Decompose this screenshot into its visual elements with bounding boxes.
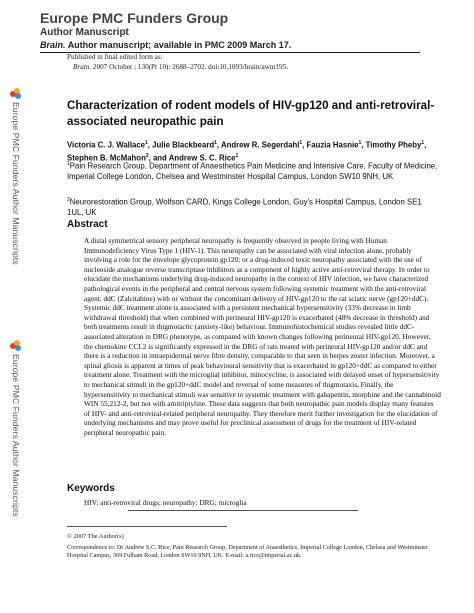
- affiliation-text: Neurorestoration Group, Wolfson CARD, Kings College London, Guy's Hospital Campus, London SE1 1UL, UK: [67, 197, 422, 218]
- affiliation-text: Pain Research Group, Department of Anaesthetics Pain Medicine and Intensive Care, Faculty of Medicine, Imperial College London, Chelsea and Westminster Hospital Campus, London SW10 9NH, UK: [67, 161, 438, 182]
- journal-name: Brain.: [40, 40, 66, 50]
- author-name: Andrew S. C. Rice: [168, 153, 236, 163]
- author-name: Julie Blackbeard: [152, 140, 215, 150]
- author-separator: ,: [424, 140, 427, 150]
- sidebar-block-bottom: [5, 340, 27, 517]
- sidebar-label-top: Europe PMC Funders Author Manuscripts: [11, 102, 21, 265]
- author-affiliation-marker: 1: [235, 152, 239, 159]
- citation-journal: Brain.: [73, 62, 92, 71]
- author-separator: ,: [216, 140, 221, 150]
- author-manuscript-label: Author Manuscript: [40, 27, 129, 38]
- citation-line: [67, 63, 447, 73]
- affiliation-marker: 1: [67, 161, 70, 167]
- sidebar-label-bottom: Europe PMC Funders Author Manuscripts: [11, 354, 21, 517]
- europe-pmc-logo-icon: [10, 88, 21, 99]
- affiliation-marker: 2: [67, 197, 70, 203]
- author-separator: , and: [148, 153, 169, 163]
- keywords-list: HIV; anti-retroviral drugs; neuropathy; DRG; microglia: [84, 498, 247, 507]
- copyright-notice: © 2007 The Author(s): [67, 533, 124, 540]
- author-name: Fauzia Hasnie: [306, 140, 359, 150]
- correspondence-note: Correspondence to: Dr Andrew S.C. Rice, Pain Research Group, Department of Anaesthetics, Imperial College London, Chelsea and Westminster Hospital Campus, 369 Fulham Road, London SW10 9NH, UK. E-mail: a.rice@imperial.ac.uk.: [67, 544, 429, 560]
- author-affiliation-marker: 1: [358, 140, 362, 146]
- affiliation-2: [67, 195, 439, 219]
- availability-line: [40, 39, 460, 51]
- europe-pmc-logo-icon: [10, 340, 21, 351]
- citation-text: 2007 October ; 130(Pt 10): 2688–2702. doi:10.1093/brain/awm195.: [92, 62, 289, 71]
- sidebar: [5, 88, 27, 568]
- sidebar-block-top: [5, 88, 27, 265]
- author-affiliation-marker: 1: [421, 140, 425, 146]
- abstract-heading: Abstract: [67, 219, 108, 230]
- publication-info: [67, 53, 447, 72]
- funders-group-title: Europe PMC Funders Group: [40, 10, 229, 26]
- author-affiliation-marker: 1: [145, 140, 148, 146]
- keywords-heading: Keywords: [67, 483, 115, 494]
- abstract-body: A distal symmetrical sensory peripheral neuropathy is frequently observed in people living with Human Immunodeficiency Virus Type 1 (HIV-1). This neuropathy can be associated with viral infection alone, probably involving a role for the envelope glycoprotein gp120; or a drug-induced toxic neuropathy associated with the use of nucleoside analogue reverse transcriptase inhibitors as a component of highly active anti-retroviral therapy. In order to elucidate the mechanisms underlying drug-induced neuropathy in the context of HIV infection, we have characterized pathological events in the peripheral and central nervous system following systemic treatment with the anti-retroviral agent, ddC (Zalcitabine) with or without the concomitant delivery of HIV-gp120 to the rat sciatic nerve (gp120+ddC). Systemic ddC treatment alone is associated with a persistent mechanical hypersensitivity (33% decrease in limb withdrawal threshold) that when combined with perineural HIV-gp120 is exacerbated (48% decrease in threshold) and both treatments result in thigmotactic (anxiety-like) behaviour. Immunohistochemical studies revealed little ddC-associated alteration in DRG phenotype, as compared with known changes following perineural HIV-gp120. However, the chemokine CCL2 is significantly expressed in the DRG of rats treated with perineural HIV-gp120 and/or ddC and there is a reduction in intraepidermal nerve fibre density, comparable to that seen in herpes zoster infection. Moreover, a spinal gliosis is apparent at times of peak behavioural sensitivity that is exacerbated in gp120+ddC as compared to either treatment alone. Treatment with the microglial inhibitor, minocycline, is associated with delayed onset of hypersensitivity to mechanical stimuli in the gp120+ddC model and reversal of some measures of thigmotaxis. Finally, the hypersensitivity to mechanical stimuli was sensitive to systemic treatment with gabapentin, morphine and the cannabinoid WIN 55,212-2, but not with amitriptyline. These data suggests that both neuropathic pain models display many features of HIV- and anti-retroviral-related peripheral neuropathy. They therefore merit further investigation for the elucidation of underlying mechanisms and may prove useful for preclinical assessment of drugs for the treatment of HIV-related peripheral neuropathic pain.: [84, 236, 441, 437]
- author-name: Andrew R. Segerdahl: [220, 140, 300, 150]
- author-separator: ,: [361, 140, 366, 150]
- section-divider: [128, 510, 358, 511]
- paper-title: Characterization of rodent models of HIV-gp120 and anti-retroviral-associated neuropathic pain: [67, 99, 435, 128]
- author-affiliation-marker: 2: [145, 152, 149, 159]
- author-name: Timothy Pheby: [365, 140, 422, 150]
- availability-text: Author manuscript; available in PMC 2009 March 17.: [67, 40, 292, 50]
- author-affiliation-marker: 1: [214, 140, 217, 146]
- author-separator: ,: [147, 140, 153, 150]
- published-label: Published in final edited form as:: [67, 53, 163, 61]
- affiliation-1: [67, 159, 439, 183]
- footnote-divider: [67, 526, 227, 527]
- author-name: Stephen B. McMahon: [67, 153, 146, 163]
- header: [40, 10, 460, 51]
- author-separator: ,: [302, 140, 307, 150]
- author-affiliation-marker: 1: [299, 140, 303, 146]
- author-name: Victoria C. J. Wallace: [67, 140, 146, 150]
